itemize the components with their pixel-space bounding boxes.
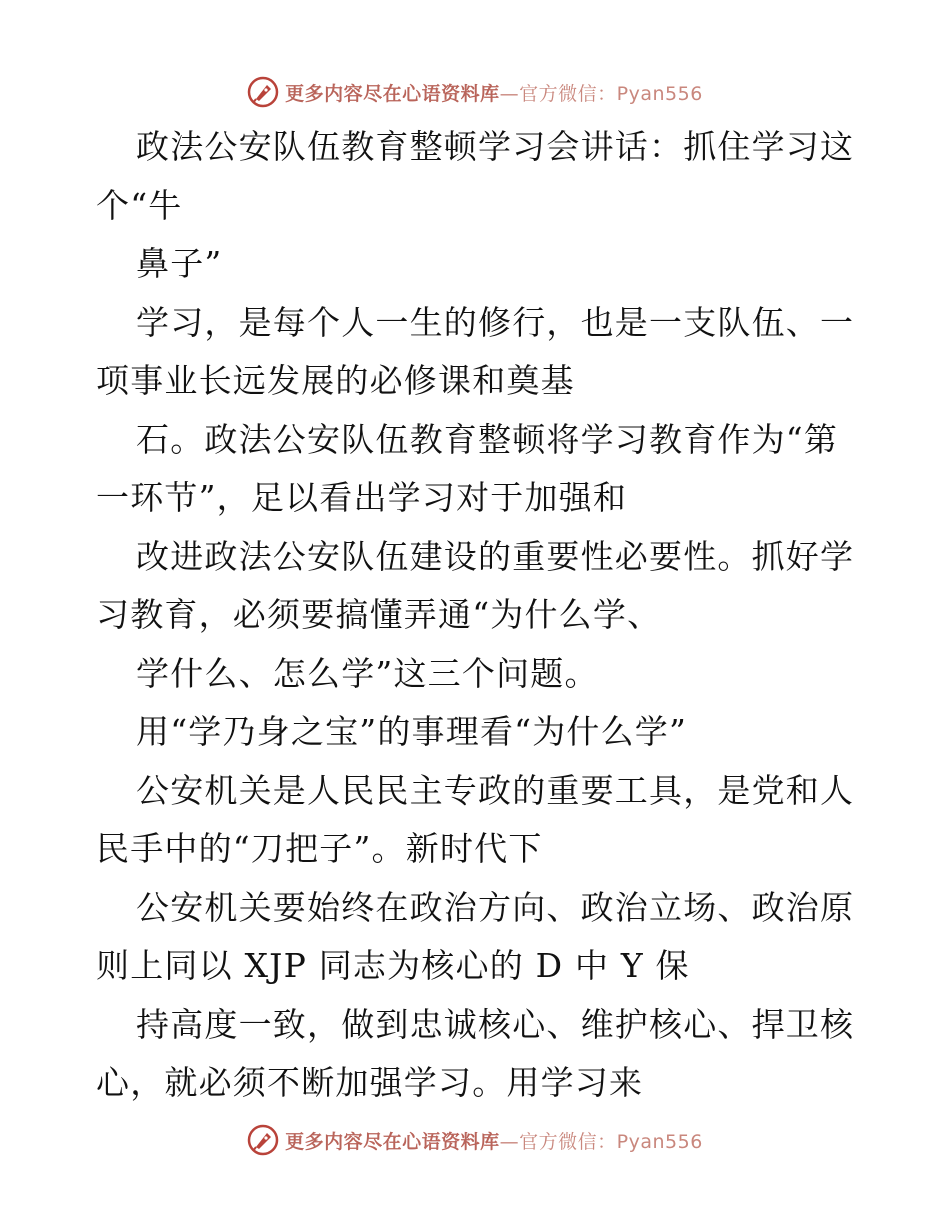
text-line: 习教育，必须要搞懂弄通“为什么学、 (96, 595, 662, 634)
text-line: 鼻子” (136, 244, 223, 283)
text-line: 学什么、怎么学”这三个问题。 (136, 653, 599, 693)
watermark-wechat: 官方微信：Pyan556 (519, 1130, 703, 1153)
header-watermark (0, 72, 950, 112)
text-line: 持高度一致，做到忠诚核心、维护核心、捍卫核 (136, 1004, 855, 1044)
footer-watermark (0, 1120, 950, 1160)
watermark-separator: — (499, 82, 520, 105)
pen-nib-logo-icon (247, 76, 279, 108)
text-line: 项事业长远发展的必修课和奠基 (96, 361, 575, 400)
text-line: 个“牛 (96, 185, 183, 225)
text-line: 则上同以 XJP 同志为核心的 D 中 Y 保 (96, 946, 690, 985)
watermark-brand: 更多内容尽在心语资料库 (285, 82, 500, 105)
text-line: 用“学乃身之宝”的事理看“为什么学” (136, 712, 688, 751)
text-line: 改进政法公安队伍建设的重要性必要性。抓好学 (136, 536, 855, 576)
text-line: 政法公安队伍教育整顿学习会讲话：抓住学习这 (136, 127, 855, 166)
text-line: 一环节”，足以看出学习对于加强和 (96, 478, 628, 517)
text-line: 公安机关要始终在政治方向、政治立场、政治原 (136, 887, 855, 927)
text-line: 公安机关是人民民主专政的重要工具，是党和人 (136, 770, 855, 810)
document-body (96, 118, 856, 1113)
text-line: 石。政法公安队伍教育整顿将学习教育作为“第 (136, 419, 839, 459)
watermark-separator: — (499, 1130, 520, 1153)
pen-nib-logo-icon (247, 1124, 279, 1156)
watermark-brand: 更多内容尽在心语资料库 (285, 1130, 500, 1153)
text-line: 学习，是每个人一生的修行，也是一支队伍、一 (136, 302, 855, 342)
text-line: 心，就必须不断加强学习。用学习来 (96, 1063, 644, 1102)
text-line: 民手中的“刀把子”。新时代下 (96, 829, 543, 868)
watermark-wechat: 官方微信：Pyan556 (519, 82, 703, 105)
